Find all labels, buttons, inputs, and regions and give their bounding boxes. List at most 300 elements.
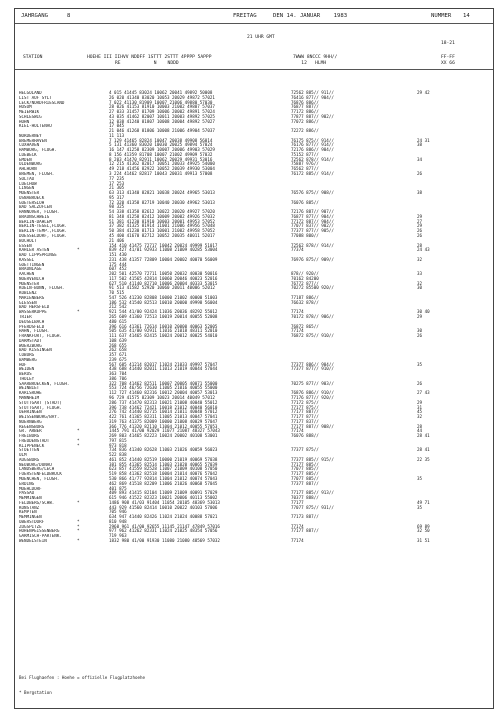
station-name: EMDEN (19, 157, 32, 162)
weather-code: 77377 886// 904// (291, 361, 334, 367)
extra-code: 31 51 (417, 537, 430, 543)
station-name: REGENSBURG (19, 424, 45, 429)
station-name: AUGSBURG (19, 457, 40, 462)
weather-code: 76076 888// (291, 433, 319, 439)
observation-code: 112 727 41460 82316 10012 20004 40057 53013 (109, 390, 218, 396)
observation-code: 63 313 41340 82821 10038 20024 49965 53013 (109, 190, 215, 196)
weather-code: 77077 837// 902// (291, 223, 334, 229)
station-name: CUXHAVEN (19, 143, 40, 148)
station-name: OSNABRUECK (19, 195, 45, 200)
station-name: AHLHORN (19, 167, 37, 172)
weather-code: 878// 920// (291, 271, 319, 277)
station-name: SCHLESWIG (19, 114, 42, 119)
extra-code: 35 (417, 476, 423, 482)
observation-code: 16 147 41258 82309 10007 20006 49903 57029 (109, 147, 215, 153)
observation-code: 54 338 41358 82612 10022 20020 49927 57020 (109, 209, 215, 215)
extra-code: 35 (417, 504, 423, 510)
station-name: GIESSEN (19, 300, 37, 305)
extra-code: 27 43 (417, 390, 430, 396)
observation-code: 186 532 41540 82513 10010 20000 49998 56004 (109, 299, 218, 305)
observation-code: 396 738 41462 72421 10018 21012 40040 56010 (109, 404, 218, 410)
observation-code: 50 384 41230 81713 10001 21002 49958 57052 (109, 228, 215, 234)
weather-code: 70377 888// (291, 495, 319, 501)
station-name: ZUGSPITZE (19, 524, 42, 529)
station-name: BAMBERG (19, 357, 37, 362)
observation-code: 386 706 (109, 375, 127, 381)
station-name: FUERSTENFELDBRUCK (19, 472, 62, 477)
observation-code: 719 963 (109, 533, 127, 539)
station-name: GUETERSLOH (19, 200, 45, 205)
station-name: ERDING (19, 481, 35, 486)
extra-code: 29 (417, 223, 423, 229)
weather-code: 77174 (291, 328, 304, 334)
weather-code: 77172 886// (291, 109, 319, 115)
observation-code: 547 526 41230 82808 10000 21002 40000 51003 (109, 294, 218, 300)
weather-code: 77377 877// 910// (291, 366, 334, 372)
station-name: HANNOVER, FLUGH. (19, 210, 60, 215)
station-name: BERLIN-TEGEL,FLUGH. (19, 224, 67, 229)
station-name: BAD LIPPSPRINGE (19, 253, 57, 258)
observation-code: 363 704 (109, 371, 127, 377)
observation-code: 480 615 (109, 318, 127, 324)
observation-code: 70 515 (109, 290, 125, 296)
weather-code: 77177 885// 913// (291, 490, 334, 496)
station-name: FRANKFURT, FLUGH. (19, 334, 62, 339)
observation-code: 401 875 (109, 485, 127, 491)
volume-label: JAHRGANG (21, 13, 48, 19)
weather-code: 75887 976// (291, 161, 319, 167)
weather-code: 76175 875// 914// (291, 137, 334, 143)
mountain-station-marker: * (77, 523, 80, 529)
station-name: BRAUNSCHWEIG (19, 214, 50, 219)
station-name: MEMMINGEN (19, 496, 42, 501)
extra-code: 28 (417, 242, 423, 248)
station-name: KAHLER ASTEN (19, 248, 50, 253)
extra-code: 34 (417, 156, 423, 162)
station-name: OEHRINGEN (19, 410, 42, 415)
weather-code: 77177 885// (291, 461, 319, 467)
station-name: MUENCHEN, FLUGH. (19, 477, 60, 482)
extra-code: 44 (417, 428, 423, 434)
observation-code: 5 131 41360 83020 10030 20025 49894 57024 (109, 142, 213, 148)
station-name: FELDBERG/SCHW. (19, 500, 55, 505)
station-name: HOF (19, 362, 27, 367)
extra-code: 32 50 (417, 528, 430, 534)
station-name: BERLIN-DAHLEM (19, 219, 52, 224)
station-name: THOLEY (19, 376, 35, 381)
station-name: LUEBECK (19, 152, 37, 157)
weather-code: 77088 800// (291, 232, 319, 238)
weather-code: 72562 885// 911// (291, 90, 334, 95)
station-name: GARMISCH-PARTENK. (19, 534, 62, 539)
station-name: DEUSELBACH (19, 319, 45, 324)
weather-code: 70162 84200 (291, 275, 319, 281)
observation-code: 4 015 41445 83024 10062 20041 49892 50008 (109, 90, 213, 95)
observation-code: 26 020 41340 83020 10053 20029 49872 57021 (109, 94, 215, 100)
weather-code: 77077 875// 931// (291, 504, 334, 510)
weather-code: 77176 877// 920// (291, 395, 334, 400)
weekday: FREITAG (233, 13, 257, 19)
observation-code: 21 046 41268 81806 10008 21006 49904 57037 (109, 128, 215, 134)
station-name: BAD KISSINGEN (19, 348, 52, 353)
observation-code: 973 818 (109, 442, 127, 448)
observation-code: 322 708 41462 82511 10007 20005 40071 55000 (109, 380, 218, 386)
weather-code: 77174 (291, 523, 304, 529)
station-name: HAHN, FLUGH. (19, 329, 50, 334)
station-name: BAD SALZUFLEN (19, 205, 52, 210)
weather-code: 76416 877// 904// (291, 94, 334, 100)
station-name: KEMPTEN (19, 510, 37, 515)
extra-code: 26 (417, 333, 423, 339)
observation-code: 286 737 41470 82313 10021 21008 40040 55012 (109, 399, 218, 405)
mountain-station-marker: * (77, 499, 80, 505)
column-divider (15, 69, 493, 70)
station-name: WEINBIET (19, 386, 40, 391)
observation-code: 366 776 41320 82110 11004 21012 40055 57053 (109, 423, 218, 429)
issue-number-label: NUMMER (431, 13, 452, 19)
header-divider (15, 23, 493, 24)
observation-code: 627 510 41140 82710 10006 20004 40333 53015 (109, 280, 218, 286)
station-column-header: STATION (23, 55, 43, 60)
station-name: MANNHEIM (19, 396, 40, 400)
ext-code-subheader: XX 66 (441, 61, 455, 66)
observation-code: 28 026 41153 81910 10003 21002 49887 57037 (109, 104, 215, 110)
weather-code: 76872 875// 910// (291, 333, 334, 339)
weather-code: 70272 85500 920// (291, 285, 334, 291)
extra-code: 38 (417, 190, 423, 196)
station-name: BRAUNLAGE (19, 267, 42, 272)
station-name: MUENSTER (19, 191, 40, 196)
weather-code: 77173 887// (291, 514, 319, 520)
station-name: MARIENBERG (19, 295, 45, 300)
observation-code: 977 962 41262 82331 11024 21025 48354 57056 (109, 528, 218, 534)
station-name: LIST AUF SYLT (19, 95, 52, 100)
mountain-station-marker: * (77, 442, 80, 448)
observation-code: 810 948 (109, 518, 127, 524)
observation-code: 505 635 41/00 92911 11016 21018 48311 52010 (109, 328, 218, 334)
station-name: LINGEN (19, 186, 35, 191)
station-name: HUSUM (19, 105, 32, 110)
observation-code: 21 305 (109, 185, 125, 191)
station-name: GR. ARBER (19, 429, 42, 434)
station-name: WEISSENBURG/BAY. (19, 415, 60, 420)
observation-code: 443 929 41560 82414 10010 20022 40103 57006 (109, 504, 218, 510)
observation-code: 21 406 (109, 237, 125, 243)
station-name: KONSTANZ (19, 505, 40, 510)
mountain-station-marker: * (77, 247, 80, 253)
observation-code: 268 655 (109, 342, 127, 348)
extra-code: 28 41 (417, 447, 430, 453)
table-row (19, 539, 489, 544)
observation-code: 98 325 (109, 204, 125, 210)
observation-code: 705 946 (109, 509, 127, 515)
mountain-station-marker: * (77, 428, 80, 434)
station-name: LANDSBERG/LECH (19, 467, 55, 472)
observation-code: 77 235 (109, 175, 125, 181)
observation-code: 96 729 41575 82309 10023 20014 40049 57012 (109, 395, 215, 400)
weather-code: 76872 865// (291, 323, 319, 329)
station-name: LUECHOW (19, 181, 37, 186)
weather-code: 77177 887// (291, 528, 319, 534)
station-name: STUTTGART, FLUGH. (19, 405, 62, 410)
weather-report-sheet (14, 8, 494, 709)
observation-code: 108 639 (109, 337, 127, 343)
observation-code: 3 224 41462 82817 10043 20031 49913 57008 (109, 171, 213, 177)
station-name: BAD HERSFELD (19, 305, 50, 310)
weather-code: 77377 875// (291, 447, 319, 453)
weather-code: 72562 878// 914// (291, 156, 334, 162)
extra-code: 27 (417, 218, 423, 224)
extra-code: 30 (417, 328, 423, 334)
observation-code: 231 438 41357 72809 10004 20002 40070 56009 (109, 256, 218, 262)
station-name: STUTTGART (STADT) (19, 400, 62, 405)
weather-code: 72176 887// 907// (291, 209, 334, 215)
issue-number: 14 (463, 13, 470, 19)
extra-code: 28 (417, 423, 423, 429)
station-name: MUENSTER (19, 281, 40, 286)
station-name: BERLIN-TEMP.,FLUGH. (19, 229, 67, 234)
observation-code: 37 382 41325 81914 11001 21006 49956 57048 (109, 223, 215, 229)
station-name: STOETTEN (19, 448, 40, 453)
station-name: DARMSTADT (19, 338, 42, 343)
extra-code: 32 (417, 414, 423, 420)
observation-code: 239 675 (109, 356, 127, 362)
extra-code: 29 (417, 313, 423, 319)
weather-code: 70172 878// 906// (291, 313, 334, 319)
mountain-station-marker: * (77, 309, 80, 315)
station-name: DUESSELDORF, FLUGH. (19, 233, 67, 238)
station-name: WASSERKUPPE (19, 310, 47, 315)
observation-code: 567 685 41214 82017 11024 21033 49997 57047 (109, 361, 218, 367)
station-name: ULM (19, 453, 27, 458)
station-name: AACHEN (19, 272, 35, 277)
observation-code: 615 946 41522 82323 10021 20006 40113 55002 (109, 495, 218, 501)
obs-code-header: HOEHE III IIHVV NDDFF 1STTT 2STTT 4PPPP 5APPP (87, 55, 212, 60)
station-name: BREMEN, FLUGH. (19, 172, 55, 177)
weather-code: 77374 (291, 247, 304, 253)
observation-code: 17 253 (109, 180, 125, 186)
footnote-airport-height: Bei Flughaefen : Hoehe = offizielle Flugplatzhoehe (19, 675, 146, 680)
extra-code: 31 (417, 404, 423, 410)
report-date: DEN 14. JANUAR 1983 (273, 13, 348, 19)
observation-code: 7 022 41130 81909 10007 21006 49880 57030 (109, 99, 213, 105)
station-name: SAARBRUECKEN, FLUGH. (19, 381, 70, 386)
station-name: HAMBURG, FLUGH. (19, 148, 57, 153)
weather-code: 77072 886// (291, 118, 319, 124)
station-name: TRIER (19, 314, 32, 319)
observation-code: 553 724 46/56 72630 11005 21016 40055 55000 (109, 385, 218, 391)
observation-code: 72 320 41358 82719 10040 20030 49962 53013 (109, 199, 215, 205)
station-name: OBERSTDORF (19, 519, 45, 524)
extra-code: 26 (417, 232, 423, 238)
station-name: KIEL-HOLTENAU (19, 124, 52, 129)
station-name: BERUS (19, 372, 32, 377)
observation-code: 1486 908 41/03 91404 11054 20105 48369 53013 (109, 499, 220, 505)
observation-code: 11 113 (109, 132, 125, 138)
weather-code: 76876 886// (291, 99, 319, 105)
station-name: MEIERWIK (19, 110, 40, 115)
weather-code: 75152 877// (291, 151, 319, 157)
weather-code: 77174 (291, 537, 304, 543)
observation-code: 634 947 41440 82426 11024 21024 40088 57021 (109, 514, 218, 520)
volume-number: 8 (67, 13, 71, 19)
extra-code: 24 43 (417, 247, 430, 253)
weather-code: 72176 886// 904// (291, 147, 334, 153)
observation-code: 422 761 41365 82311 11005 21013 40047 57041 (109, 414, 218, 420)
observation-code: 17 045 (109, 123, 125, 129)
observation-code: 212 542 (109, 304, 127, 310)
weather-code: 77177 875// (291, 404, 319, 410)
observation-code: 8 156 41359 81708 10007 21002 49909 57032 (109, 151, 213, 157)
observation-code: 462 869 41518 82209 11006 21026 40068 57045 (109, 480, 218, 486)
weather-code: 77172 887// 904// (291, 218, 334, 224)
station-name: KOBLENZ (19, 291, 37, 296)
observation-code: 530 866 41/77 92814 11004 21012 40074 57043 (109, 476, 218, 482)
weather-code: 77187 886// (291, 294, 319, 300)
station-name: NUERNBERG (19, 419, 42, 424)
station-table (19, 91, 489, 544)
observation-code: 151 430 (109, 252, 127, 258)
station-name: NORDERNEY (19, 133, 42, 138)
observation-code: 45 400 41670 82712 10052 20035 40011 52017 (109, 232, 215, 238)
observation-code: 797 815 (109, 437, 127, 443)
weather-code: 76877 877// 904// (291, 213, 334, 219)
station-name: BREMERHAVEN (19, 138, 47, 143)
station-name: ESSEN (19, 243, 32, 248)
extra-code: 26 (417, 380, 423, 386)
observation-code: 8 203 41470 82911 10062 20029 49931 53016 (109, 156, 213, 162)
weather-code: 77174 (291, 309, 304, 315)
extra-code: 32 (417, 256, 423, 262)
station-name: PFERDSFELD (19, 324, 45, 329)
weather-code: 77077 885// (291, 476, 319, 482)
weather-code: 76176 877// 914// (291, 142, 334, 148)
extra-code: 24 31 (417, 137, 430, 143)
station-name: KASSEL (19, 257, 35, 262)
weather-code: 77177 885// (291, 471, 319, 477)
observation-code: 519 858 41362 82518 10004 21014 40076 57042 (109, 471, 218, 477)
weather-code: 77172 875// (291, 399, 319, 405)
observation-code: 409 893 41415 82104 11009 21009 40091 57029 (109, 490, 218, 496)
station-name: SOLTAU (19, 176, 35, 181)
weather-code: 77177 887// (291, 409, 319, 415)
observation-code: 117 502 41565 42814 10060 20046 40023 52016 (109, 275, 218, 281)
mountain-station-marker: * (77, 528, 80, 534)
observation-code: 49 218 41456 82922 10052 20039 49930 53004 (109, 166, 215, 172)
extra-code: 29 (417, 213, 423, 219)
observation-code: 262 658 (109, 347, 127, 353)
observation-code: 91 513 41582 52920 10060 20011 40006 52012 (109, 285, 215, 291)
weather-code: 76632 878// (291, 299, 319, 305)
ext-range: 18-21 (441, 41, 455, 46)
station-name: MEMMINGEN (19, 515, 42, 520)
station-name: MUEHLDORF (19, 486, 42, 491)
weather-code: 72562 878// 914// (291, 242, 334, 248)
extra-code: 49 71 (417, 499, 430, 505)
extra-code: 45 (417, 409, 423, 415)
weather-code: 77377 877// 905// (291, 228, 334, 234)
station-name: PASSAU (19, 491, 35, 496)
observation-code: 12 215 41362 82017 10051 20033 49925 54000 (109, 161, 215, 167)
weather-code: 76576 875// 908// (291, 190, 334, 196)
observation-time: 21 UHR GMT (247, 35, 275, 40)
ext-code-header: FF-FF (441, 55, 455, 60)
observation-code: 623 857 41559 82528 11007 21009 40108 57050 (109, 466, 218, 472)
weather-code: 76772 877// (291, 280, 319, 286)
observation-code: 839 427 41/01 92933 11008 21009 40285 53004 (109, 247, 218, 253)
mountain-station-marker: * (77, 537, 80, 543)
obs-code-subheader: RE N NDDD (115, 61, 179, 66)
extra-code: 32 (417, 280, 423, 286)
station-name: COBURG (19, 353, 35, 358)
extra-code: 30 40 (417, 309, 430, 315)
station-name: WEIDEN (19, 367, 35, 372)
weather-code: 77077 885// (291, 466, 319, 472)
observation-code: 12 038 41240 81807 10008 20004 49892 57027 (109, 118, 215, 124)
observation-code: 461 852 41440 82519 10000 21019 40069 57038 (109, 456, 218, 462)
weather-code: 77877 887// 902// (291, 113, 334, 119)
weather-code: 76976 875// 909// (291, 256, 334, 262)
weather-code: 77174 (291, 428, 304, 434)
weather-code: 77177 877// (291, 414, 319, 420)
observation-code: 202 501 42570 72711 10050 20032 40030 50016 (109, 271, 218, 277)
station-name: WUERZBURG (19, 343, 42, 348)
station-name: FREUDENSTADT (19, 438, 50, 443)
extra-code: 35 (417, 361, 423, 367)
station-name: HELGOLAND (19, 91, 42, 95)
weather-code: 76562 877// (291, 166, 319, 172)
station-name: NOERVENICH (19, 276, 45, 281)
observation-code: 81 348 41258 82412 10009 20002 49926 57032 (109, 213, 215, 219)
observation-code: 319 763 41375 82009 10000 21008 40029 57047 (109, 418, 218, 424)
station-name: KARLSRUHE (19, 391, 42, 396)
station-name: BOCHOLT (19, 238, 37, 243)
weather-code: 76172 885// 914// (291, 171, 334, 177)
observation-code: 111 637 41465 82415 10024 20012 40025 54010 (109, 333, 218, 339)
observation-code: 1445 791 41/00 92029 11077 21087 48327 57043 (109, 428, 220, 434)
station-name: OLDENBURG (19, 162, 42, 167)
weather-code-subheader: 12 HLMH (293, 61, 327, 66)
extra-code: 28 41 (417, 433, 430, 439)
mountain-station-marker: * (77, 518, 80, 524)
station-name: HOHN (19, 119, 30, 124)
extra-code: 29 (417, 399, 423, 405)
extra-code: 69 89 (417, 523, 430, 529)
report-footer (19, 665, 145, 705)
observation-code: 921 544 41/00 92424 11036 20036 48292 55012 (109, 309, 218, 315)
station-name: HOHENPEISSENBERG (19, 529, 60, 534)
observation-code: 438 688 41440 82011 11013 21019 40044 57044 (109, 366, 218, 372)
observation-code: 381 855 41365 82514 11003 21020 40065 57039 (109, 461, 218, 467)
extra-code: 33 (417, 271, 423, 277)
observation-code: 27 033 31457 81709 10006 20002 49891 57024 (109, 109, 215, 115)
extra-code: 38 (417, 142, 423, 148)
weather-code: 76877 887// (291, 104, 319, 110)
observation-code: 43 035 41462 82007 10011 20003 49892 57025 (109, 113, 215, 119)
weather-code: 77377 885// 915// (291, 456, 334, 462)
extra-code: 30 (417, 285, 423, 291)
extra-code: 22 35 (417, 456, 430, 462)
observation-code: 396 616 41361 72614 10010 20000 40063 52005 (109, 323, 218, 329)
observation-code: 607 452 (109, 266, 127, 272)
weather-code: 77177 887// 908// (291, 423, 334, 429)
extra-code: 29 42 (417, 90, 430, 95)
extra-code: 26 (417, 228, 423, 234)
station-name: GOETTINGEN (19, 262, 45, 267)
observation-code: 175 444 (109, 261, 127, 267)
observation-code: 265 609 41360 72513 10019 20014 40055 52008 (109, 313, 218, 319)
station-name: KLIPPENECK (19, 443, 45, 448)
